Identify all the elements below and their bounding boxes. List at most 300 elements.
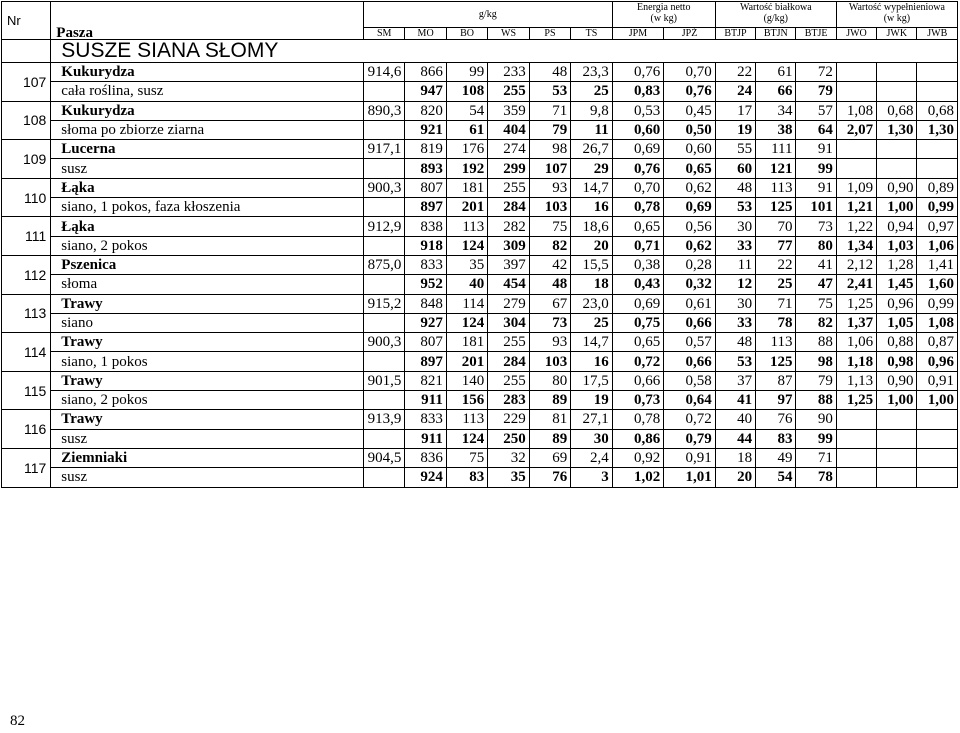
feed-name: Łąka	[51, 178, 364, 197]
cell-jwk	[877, 448, 917, 467]
table-row	[2, 140, 958, 159]
cell-btje: 101	[796, 198, 836, 217]
cell-ts: 3	[571, 468, 612, 487]
cell-mo: 924	[405, 468, 446, 487]
cell-mo: 897	[405, 198, 446, 217]
cell-sm	[363, 82, 404, 101]
cell-jwo: 2,12	[836, 255, 876, 274]
cell-jpm: 0,86	[612, 429, 664, 448]
table-row	[2, 82, 958, 101]
cell-btjn: 121	[756, 159, 796, 178]
cell-bo: 113	[446, 217, 487, 236]
cell-btje: 88	[796, 333, 836, 352]
cell-sm	[363, 159, 404, 178]
cell-ps: 107	[529, 159, 570, 178]
table-row	[2, 178, 958, 197]
cell-btjp: 48	[715, 333, 755, 352]
cell-ts: 15,5	[571, 255, 612, 274]
row-number: 109	[2, 140, 51, 179]
cell-btjn: 22	[756, 255, 796, 274]
cell-btjp: 11	[715, 255, 755, 274]
cell-ps: 103	[529, 352, 570, 371]
cell-jwb: 0,99	[917, 198, 958, 217]
cell-ws: 255	[488, 82, 529, 101]
cell-ws: 279	[488, 294, 529, 313]
cell-mo: 927	[405, 313, 446, 332]
cell-bo: 181	[446, 333, 487, 352]
cell-btjp: 30	[715, 294, 755, 313]
row-number: 112	[2, 255, 51, 294]
cell-ws: 299	[488, 159, 529, 178]
cell-jwb: 1,08	[917, 313, 958, 332]
cell-ws: 283	[488, 391, 529, 410]
cell-bo: 124	[446, 429, 487, 448]
cell-jpż: 0,64	[664, 391, 716, 410]
cell-jpż: 0,76	[664, 82, 716, 101]
cell-ps: 42	[529, 255, 570, 274]
table-row	[2, 468, 958, 487]
cell-bo: 83	[446, 468, 487, 487]
cell-btjp: 24	[715, 82, 755, 101]
cell-mo: 838	[405, 217, 446, 236]
cell-sm	[363, 429, 404, 448]
cell-jpm: 0,72	[612, 352, 664, 371]
cell-jwb: 1,00	[917, 391, 958, 410]
cell-btjn: 113	[756, 178, 796, 197]
cell-ws: 255	[488, 333, 529, 352]
feed-form: siano, 1 pokos	[51, 352, 364, 371]
cell-jpż: 0,66	[664, 313, 716, 332]
cell-jwo: 1,13	[836, 371, 876, 390]
cell-ts: 17,5	[571, 371, 612, 390]
cell-bo: 114	[446, 294, 487, 313]
cell-jwk: 1,30	[877, 120, 917, 139]
cell-ps: 80	[529, 371, 570, 390]
cell-btjp: 40	[715, 410, 755, 429]
row-number: 114	[2, 333, 51, 372]
cell-jwb: 0,99	[917, 294, 958, 313]
cell-jpż: 0,50	[664, 120, 716, 139]
cell-ws: 255	[488, 371, 529, 390]
cell-jwb: 1,30	[917, 120, 958, 139]
cell-btjn: 66	[756, 82, 796, 101]
cell-jpm: 0,38	[612, 255, 664, 274]
cell-jpm: 0,75	[612, 313, 664, 332]
cell-ws: 274	[488, 140, 529, 159]
cell-bo: 113	[446, 410, 487, 429]
table-row	[2, 448, 958, 467]
cell-jwb: 1,41	[917, 255, 958, 274]
table-row	[2, 429, 958, 448]
cell-mo: 836	[405, 448, 446, 467]
cell-ts: 18	[571, 275, 612, 294]
cell-ts: 26,7	[571, 140, 612, 159]
feed-form: siano, 1 pokos, faza kłoszenia	[51, 198, 364, 217]
feed-table	[1, 1, 958, 488]
cell-btje: 71	[796, 448, 836, 467]
cell-sm	[363, 313, 404, 332]
cell-jwo	[836, 159, 876, 178]
cell-sm	[363, 468, 404, 487]
cell-bo: 201	[446, 352, 487, 371]
cell-btje: 98	[796, 352, 836, 371]
cell-jwb: 0,87	[917, 333, 958, 352]
cell-btjp: 53	[715, 352, 755, 371]
cell-btjp: 33	[715, 236, 755, 255]
row-number: 113	[2, 294, 51, 333]
cell-ps: 73	[529, 313, 570, 332]
feed-name: Ziemniaki	[51, 448, 364, 467]
cell-jpm: 0,83	[612, 82, 664, 101]
feed-name: Trawy	[51, 371, 364, 390]
cell-jpm: 1,02	[612, 468, 664, 487]
feed-name: Trawy	[51, 333, 364, 352]
cell-jwb: 0,91	[917, 371, 958, 390]
col-header-jpż: JPŻ	[664, 28, 716, 40]
cell-bo: 124	[446, 236, 487, 255]
cell-mo: 918	[405, 236, 446, 255]
cell-bo: 201	[446, 198, 487, 217]
feed-name: Trawy	[51, 294, 364, 313]
cell-ps: 81	[529, 410, 570, 429]
row-number: 116	[2, 410, 51, 449]
cell-ts: 25	[571, 313, 612, 332]
cell-bo: 192	[446, 159, 487, 178]
cell-btje: 47	[796, 275, 836, 294]
cell-jwb	[917, 159, 958, 178]
feed-form: słoma	[51, 275, 364, 294]
cell-sm	[363, 275, 404, 294]
cell-ts: 14,7	[571, 178, 612, 197]
cell-jpż: 0,72	[664, 410, 716, 429]
table-row	[2, 294, 958, 313]
cell-jwk: 0,88	[877, 333, 917, 352]
cell-ts: 16	[571, 198, 612, 217]
cell-bo: 35	[446, 255, 487, 274]
cell-ts: 2,4	[571, 448, 612, 467]
cell-jwk	[877, 159, 917, 178]
cell-mo: 833	[405, 410, 446, 429]
cell-btjp: 44	[715, 429, 755, 448]
cell-btjp: 18	[715, 448, 755, 467]
col-header-jwk: JWK	[877, 28, 917, 40]
cell-bo: 108	[446, 82, 487, 101]
cell-ws: 35	[488, 468, 529, 487]
feed-name: Kukurydza	[51, 63, 364, 82]
cell-jwo: 1,09	[836, 178, 876, 197]
cell-btje: 99	[796, 429, 836, 448]
cell-btjp: 22	[715, 63, 755, 82]
cell-jpż: 0,91	[664, 448, 716, 467]
cell-ts: 14,7	[571, 333, 612, 352]
feed-form: siano	[51, 313, 364, 332]
cell-sm: 915,2	[363, 294, 404, 313]
cell-jwo	[836, 448, 876, 467]
nr-header: Nr	[2, 2, 51, 40]
cell-ws: 284	[488, 198, 529, 217]
cell-jpż: 0,32	[664, 275, 716, 294]
table-row	[2, 255, 958, 274]
cell-btjn: 76	[756, 410, 796, 429]
cell-bo: 140	[446, 371, 487, 390]
cell-jwk	[877, 468, 917, 487]
cell-btjp: 55	[715, 140, 755, 159]
cell-jpm: 0,43	[612, 275, 664, 294]
cell-jpż: 0,45	[664, 101, 716, 120]
cell-jpm: 0,66	[612, 371, 664, 390]
cell-btjp: 60	[715, 159, 755, 178]
cell-sm: 912,9	[363, 217, 404, 236]
cell-mo: 820	[405, 101, 446, 120]
cell-sm: 875,0	[363, 255, 404, 274]
cell-sm: 917,1	[363, 140, 404, 159]
cell-btjp: 48	[715, 178, 755, 197]
cell-ps: 67	[529, 294, 570, 313]
table-row	[2, 101, 958, 120]
feed-name: Kukurydza	[51, 101, 364, 120]
cell-bo: 54	[446, 101, 487, 120]
row-number: 107	[2, 63, 51, 102]
cell-jpż: 0,56	[664, 217, 716, 236]
cell-btje: 91	[796, 140, 836, 159]
cell-btjn: 38	[756, 120, 796, 139]
table-row	[2, 352, 958, 371]
cell-ts: 16	[571, 352, 612, 371]
cell-jpm: 0,69	[612, 294, 664, 313]
cell-jpż: 0,61	[664, 294, 716, 313]
cell-btje: 82	[796, 313, 836, 332]
cell-btjp: 20	[715, 468, 755, 487]
cell-ws: 282	[488, 217, 529, 236]
cell-jwk: 1,03	[877, 236, 917, 255]
cell-mo: 947	[405, 82, 446, 101]
cell-bo: 176	[446, 140, 487, 159]
table-row	[2, 275, 958, 294]
cell-bo: 156	[446, 391, 487, 410]
col-header-sm: SM	[363, 28, 404, 40]
cell-jpm: 0,71	[612, 236, 664, 255]
feed-name: Pszenica	[51, 255, 364, 274]
cell-ps: 98	[529, 140, 570, 159]
cell-jwb: 0,68	[917, 101, 958, 120]
col-header-jwo: JWO	[836, 28, 876, 40]
cell-btjp: 33	[715, 313, 755, 332]
cell-ts: 18,6	[571, 217, 612, 236]
feed-form: susz	[51, 159, 364, 178]
cell-mo: 821	[405, 371, 446, 390]
col-header-ts: TS	[571, 28, 612, 40]
cell-ws: 309	[488, 236, 529, 255]
cell-jpm: 0,65	[612, 217, 664, 236]
cell-jwk: 1,28	[877, 255, 917, 274]
cell-mo: 848	[405, 294, 446, 313]
cell-btje: 99	[796, 159, 836, 178]
cell-bo: 124	[446, 313, 487, 332]
cell-jpm: 0,70	[612, 178, 664, 197]
cell-jwk	[877, 140, 917, 159]
table-row	[2, 391, 958, 410]
cell-jwo: 1,37	[836, 313, 876, 332]
cell-jwk: 1,00	[877, 198, 917, 217]
cell-btjn: 70	[756, 217, 796, 236]
cell-btjn: 34	[756, 101, 796, 120]
cell-btjn: 25	[756, 275, 796, 294]
cell-jwk: 0,98	[877, 352, 917, 371]
col-header-bo: BO	[446, 28, 487, 40]
cell-jwb: 0,97	[917, 217, 958, 236]
cell-btje: 90	[796, 410, 836, 429]
cell-ps: 76	[529, 468, 570, 487]
cell-ts: 30	[571, 429, 612, 448]
cell-jpm: 0,73	[612, 391, 664, 410]
cell-btje: 79	[796, 82, 836, 101]
cell-jpż: 1,01	[664, 468, 716, 487]
cell-mo: 952	[405, 275, 446, 294]
row-number: 115	[2, 371, 51, 410]
cell-sm	[363, 198, 404, 217]
cell-jwo: 2,41	[836, 275, 876, 294]
cell-jpm: 0,53	[612, 101, 664, 120]
cell-jwb	[917, 448, 958, 467]
cell-ts: 9,8	[571, 101, 612, 120]
cell-btjn: 111	[756, 140, 796, 159]
page-number: 82	[10, 713, 25, 729]
cell-btje: 88	[796, 391, 836, 410]
cell-jwk: 0,94	[877, 217, 917, 236]
cell-ts: 25	[571, 82, 612, 101]
cell-jpm: 0,69	[612, 140, 664, 159]
cell-jpm: 0,78	[612, 410, 664, 429]
cell-sm	[363, 236, 404, 255]
cell-btjn: 83	[756, 429, 796, 448]
col-header-btjp: BTJP	[715, 28, 755, 40]
cell-jwk: 0,96	[877, 294, 917, 313]
row-number: 117	[2, 448, 51, 487]
cell-btje: 78	[796, 468, 836, 487]
cell-ps: 82	[529, 236, 570, 255]
cell-bo: 75	[446, 448, 487, 467]
cell-ts: 19	[571, 391, 612, 410]
cell-bo: 99	[446, 63, 487, 82]
cell-ts: 29	[571, 159, 612, 178]
cell-jwo: 1,22	[836, 217, 876, 236]
cell-ws: 255	[488, 178, 529, 197]
cell-jwo	[836, 63, 876, 82]
cell-mo: 866	[405, 63, 446, 82]
cell-jwb: 1,06	[917, 236, 958, 255]
feed-name: Łąka	[51, 217, 364, 236]
table-row	[2, 217, 958, 236]
cell-btjn: 78	[756, 313, 796, 332]
cell-ps: 93	[529, 178, 570, 197]
cell-btje: 72	[796, 63, 836, 82]
cell-jwk	[877, 82, 917, 101]
cell-btjp: 12	[715, 275, 755, 294]
cell-ps: 71	[529, 101, 570, 120]
cell-jwk	[877, 429, 917, 448]
table-row	[2, 313, 958, 332]
cell-mo: 833	[405, 255, 446, 274]
cell-sm: 890,3	[363, 101, 404, 120]
cell-ws: 284	[488, 352, 529, 371]
cell-jwk: 0,90	[877, 371, 917, 390]
cell-ps: 48	[529, 63, 570, 82]
cell-ws: 32	[488, 448, 529, 467]
cell-jwb: 1,60	[917, 275, 958, 294]
cell-jwk	[877, 410, 917, 429]
cell-btjn: 125	[756, 198, 796, 217]
cell-ws: 359	[488, 101, 529, 120]
cell-ps: 79	[529, 120, 570, 139]
cell-jwo: 1,21	[836, 198, 876, 217]
cell-ws: 454	[488, 275, 529, 294]
cell-btje: 41	[796, 255, 836, 274]
cell-jpż: 0,66	[664, 352, 716, 371]
cell-mo: 911	[405, 429, 446, 448]
table-row	[2, 159, 958, 178]
col-header-ws: WS	[488, 28, 529, 40]
cell-jpm: 0,76	[612, 159, 664, 178]
cell-ts: 11	[571, 120, 612, 139]
cell-ts: 27,1	[571, 410, 612, 429]
cell-jwo: 1,18	[836, 352, 876, 371]
cell-jwk: 1,45	[877, 275, 917, 294]
cell-jpm: 0,92	[612, 448, 664, 467]
cell-btjn: 49	[756, 448, 796, 467]
cell-jwb: 0,96	[917, 352, 958, 371]
cell-bo: 181	[446, 178, 487, 197]
cell-ws: 250	[488, 429, 529, 448]
cell-jwb: 0,89	[917, 178, 958, 197]
cell-ts: 20	[571, 236, 612, 255]
cell-ps: 89	[529, 391, 570, 410]
cell-bo: 61	[446, 120, 487, 139]
cell-ps: 89	[529, 429, 570, 448]
cell-sm	[363, 352, 404, 371]
cell-ts: 23,3	[571, 63, 612, 82]
cell-ws: 233	[488, 63, 529, 82]
cell-jwb	[917, 63, 958, 82]
cell-btjp: 41	[715, 391, 755, 410]
cell-btjp: 53	[715, 198, 755, 217]
cell-mo: 807	[405, 333, 446, 352]
table-row	[2, 333, 958, 352]
energia-group-header: Energia netto (w kg)	[612, 2, 715, 28]
cell-jpż: 0,79	[664, 429, 716, 448]
cell-sm	[363, 391, 404, 410]
cell-jwb	[917, 410, 958, 429]
cell-jwo	[836, 429, 876, 448]
cell-jpm: 0,60	[612, 120, 664, 139]
feed-name: Trawy	[51, 410, 364, 429]
row-number: 110	[2, 178, 51, 217]
cell-jpż: 0,65	[664, 159, 716, 178]
cell-mo: 807	[405, 178, 446, 197]
feed-form: siano, 2 pokos	[51, 391, 364, 410]
cell-btjn: 54	[756, 468, 796, 487]
cell-sm: 913,9	[363, 410, 404, 429]
cell-ps: 75	[529, 217, 570, 236]
cell-jwk: 1,05	[877, 313, 917, 332]
cell-btje: 80	[796, 236, 836, 255]
cell-jwb	[917, 140, 958, 159]
cell-btjn: 97	[756, 391, 796, 410]
cell-jpż: 0,58	[664, 371, 716, 390]
cell-jwk: 1,00	[877, 391, 917, 410]
feed-form: cała roślina, susz	[51, 82, 364, 101]
pasza-header: Pasza	[51, 2, 364, 40]
cell-bo: 40	[446, 275, 487, 294]
